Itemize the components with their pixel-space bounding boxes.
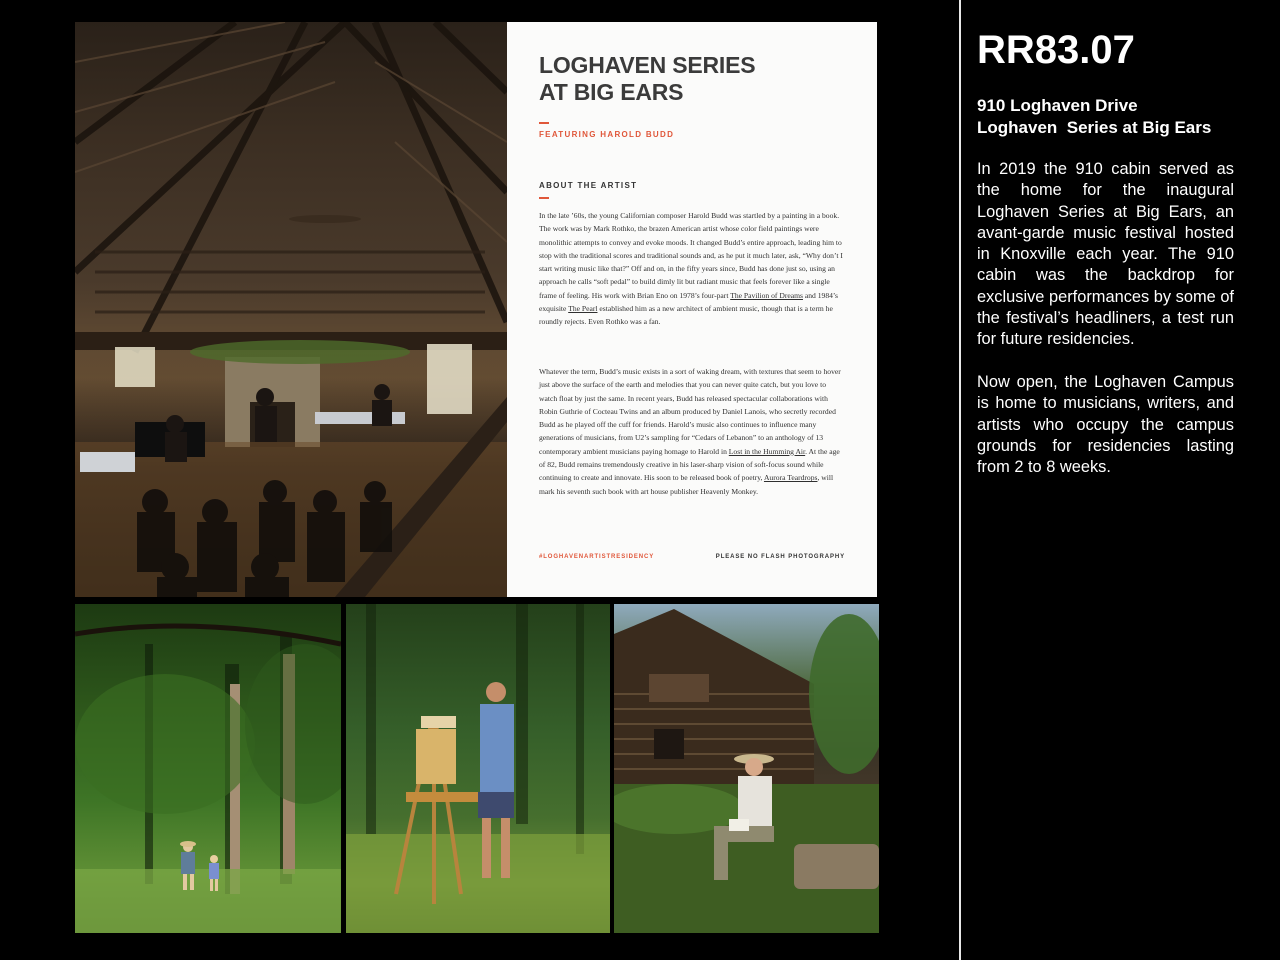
hashtag: #LOGHAVENARTISTRESIDENCY xyxy=(539,554,655,560)
concert-photo-drawing xyxy=(75,22,507,597)
project-address: 910 Loghaven Drive xyxy=(977,96,1138,115)
brochure-title-line1: LOGHAVEN SERIES xyxy=(539,52,756,78)
description-paragraph-1: In 2019 the 910 cabin served as the home for the inaugural Loghaven Series at Big Ears, an avant-garde music festival hosted in Knoxville each year. The 910 cabin was the backdrop for exclusive performances by some of the festival’s headliners, a test run for future residencies. xyxy=(977,160,1234,349)
para2-text: , will mark his seventh such book with art house publisher Heavenly Monkey. xyxy=(539,473,834,496)
link-pavilion-of-dreams: The Pavilion of Dreams xyxy=(730,290,803,300)
painter-drawing xyxy=(346,604,610,933)
about-paragraph-1 xyxy=(539,209,843,329)
link-the-pearl: The Pearl xyxy=(568,304,598,314)
forest-walk-photo xyxy=(75,604,341,933)
project-series: Loghaven Series at Big Ears xyxy=(977,117,1212,137)
about-accent-rule xyxy=(539,197,549,199)
no-flash-notice: PLEASE NO FLASH PHOTOGRAPHY xyxy=(715,554,845,560)
brochure-page xyxy=(507,22,877,597)
about-paragraph-2 xyxy=(539,365,843,498)
para2-text: Whatever the term, Budd’s music exists in a sort of waking dream, with textures that seem to hover just above the surface of the earth and melodies that you can never quite catch, but you love to watch float by just the same. In recent years, Budd has released spectacular collaborations with Robin Guthrie of Cocteau Twins and an album produced by Daniel Lanois, who secretly recorded Budd as he played off the cuff for friends. Harold’s music also continues to influence many generations of musicians, from U2’s sampling for “Cedars of Lebanon” to an anthology of 13 contemporary ambient musicians paying homage to Harold in xyxy=(539,367,841,456)
brochure-title xyxy=(539,52,859,106)
description-paragraph-2: Now open, the Loghaven Campus is home to musicians, writers, and artists who occupy the campus grounds for residencies lasting from 2 to 8 weeks. xyxy=(977,373,1234,477)
para1-text: In the late ’60s, the young Californian composer Harold Budd was startled by a painting in a book. The work was by Mark Rothko, the brazen American artist whose color field paintings were monolithic attempts to convey and evoke moods. It changed Budd’s entire approach, leading him to stop with the traditional scores and traditional sounds and, as he put it much later, ask, “Why don’t I start writing music like that?” Off and on, in the fifty years since, Budd has done just so, using an approach he calls “soft pedal” to build dimly lit but radiant music that feels forever like a single frame of feeling. His work with Brian Eno on 1978’s four-part xyxy=(539,211,843,300)
about-heading: ABOUT THE ARTIST xyxy=(539,181,638,190)
brochure-title-line2: AT BIG EARS xyxy=(539,79,684,105)
accent-rule xyxy=(539,122,549,124)
project-code: RR83.07 xyxy=(977,28,1135,72)
featuring-label: FEATURING HAROLD BUDD xyxy=(539,130,675,139)
link-aurora-teardrops: Aurora Teardrops xyxy=(763,473,818,483)
para2-text: . At the age of 82, Budd remains tremendously creative in his laser-sharp vision of soft-focus sound while continuing to create and innovate. His soon to be released book of poetry, xyxy=(539,446,840,483)
para1-text: established him as a new architect of ambient music, though that is a term he roundly rejects. Even Rothko was a fan. xyxy=(539,304,833,327)
link-lost-in-the-humming-air: Lost in the Humming Air xyxy=(728,446,806,456)
forest-walk-drawing xyxy=(75,604,341,933)
cabin-sketch-drawing xyxy=(614,604,879,933)
panel-divider xyxy=(959,0,961,960)
cabin-sketch-photo xyxy=(614,604,879,933)
para1-text: and 1984’s exquisite xyxy=(539,290,838,314)
painter-photo xyxy=(346,604,610,933)
concert-photo xyxy=(75,22,507,597)
project-subheading xyxy=(977,95,1237,138)
